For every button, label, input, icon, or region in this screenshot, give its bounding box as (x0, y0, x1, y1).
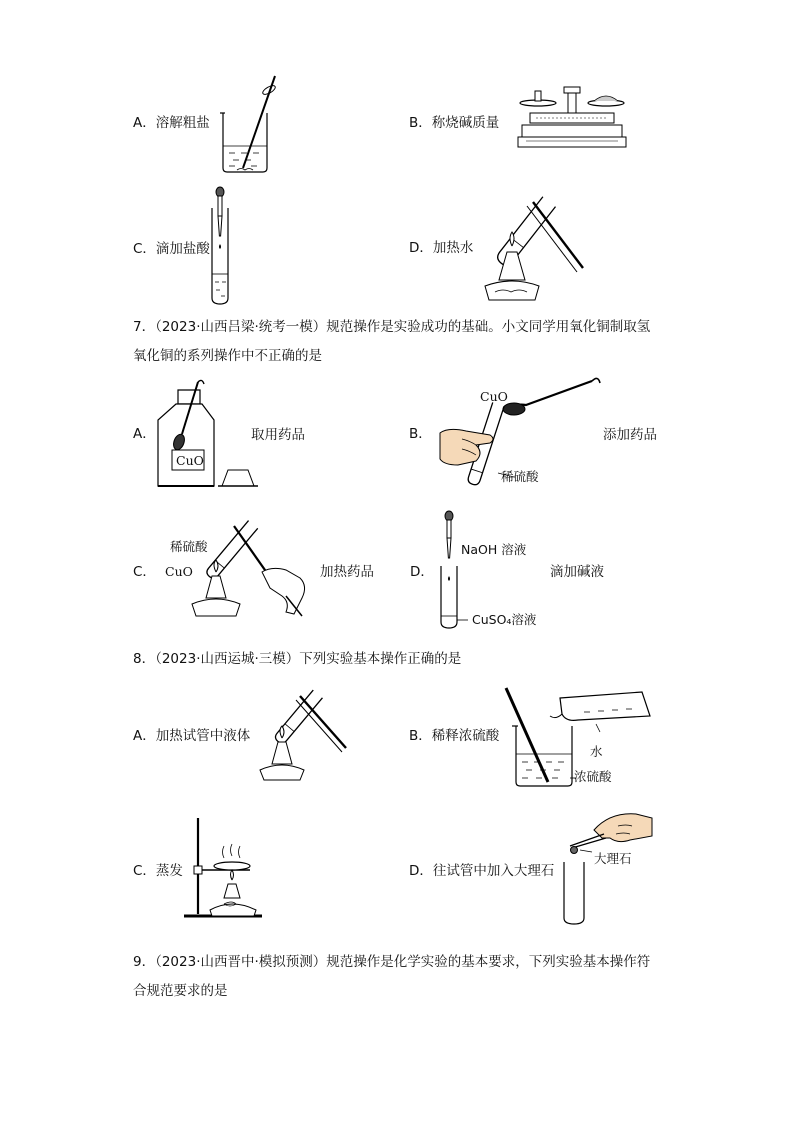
q8-option-a: A．加热试管中液体 (133, 728, 251, 744)
evaporation-setup-illustration (184, 814, 264, 924)
q8-b-acid-label: 浓硫酸 (574, 769, 612, 784)
heating-test-tube-illustration (477, 192, 587, 304)
q8-option-b: B．稀释浓硫酸 (409, 728, 500, 744)
option-c-add-hcl: C．滴加盐酸 (133, 241, 210, 257)
q7-option-c-letter: C． (133, 564, 156, 580)
q7-option-d-letter: D． (410, 564, 434, 580)
q8-option-d: D．往试管中加入大理石 (409, 863, 555, 879)
q7-b-tube-label: 稀硫酸 (501, 469, 539, 484)
q7-option-a-caption: 取用药品 (251, 427, 305, 443)
q8-b-water-label: 水 (590, 744, 603, 759)
q8-heating-liquid-illustration (258, 690, 350, 782)
option-a-dissolve-salt: A．溶解粗盐 (133, 115, 210, 131)
q7-d-tube-label: CuSO₄溶液 (472, 612, 537, 627)
balance-scale-illustration (516, 85, 628, 157)
option-d-heat-water: D．加热水 (409, 240, 474, 256)
tweezers-marble-illustration (558, 808, 654, 926)
dropper-above-tube-illustration (438, 510, 460, 630)
q7-b-spoon-label: CuO (480, 389, 508, 404)
q7-option-d-caption: 滴加碱液 (550, 564, 604, 580)
q7-c-solid-label: CuO (165, 564, 193, 579)
q7-option-b-caption: 添加药品 (603, 427, 657, 443)
q8-stem-line1: 8．（2023·山西运城·三模）下列实验基本操作正确的是 (133, 651, 462, 667)
q9-stem-line2: 合规范要求的是 (133, 983, 228, 999)
dropper-into-tube-illustration (210, 186, 234, 308)
heating-tube-holder-illustration (190, 522, 314, 618)
q8-d-marble-label: 大理石 (594, 851, 632, 866)
q7-d-dropper-label: NaOH 溶液 (461, 542, 527, 557)
beaker-stirring-illustration (215, 68, 275, 178)
q7-stem-line2: 氧化铜的系列操作中不正确的是 (133, 348, 322, 364)
q8-option-c: C．蒸发 (133, 863, 183, 879)
q7-option-a-letter: A． (133, 426, 156, 442)
q7-option-b-letter: B． (409, 426, 432, 442)
q7-stem-line1: 7．（2023·山西吕梁·统考一模）规范操作是实验成功的基础。小文同学用氧化铜制取氢 (133, 319, 651, 335)
q7-option-c-caption: 加热药品 (320, 564, 374, 580)
q9-stem-line1: 9．（2023·山西晋中·模拟预测）规范操作是化学实验的基本要求，下列实验基本操作符 (133, 954, 651, 970)
option-b-weigh-naoh: B．称烧碱质量 (409, 115, 500, 131)
q7-c-acid-label: 稀硫酸 (170, 539, 208, 554)
q7-a-bottle-label: CuO (176, 453, 204, 468)
